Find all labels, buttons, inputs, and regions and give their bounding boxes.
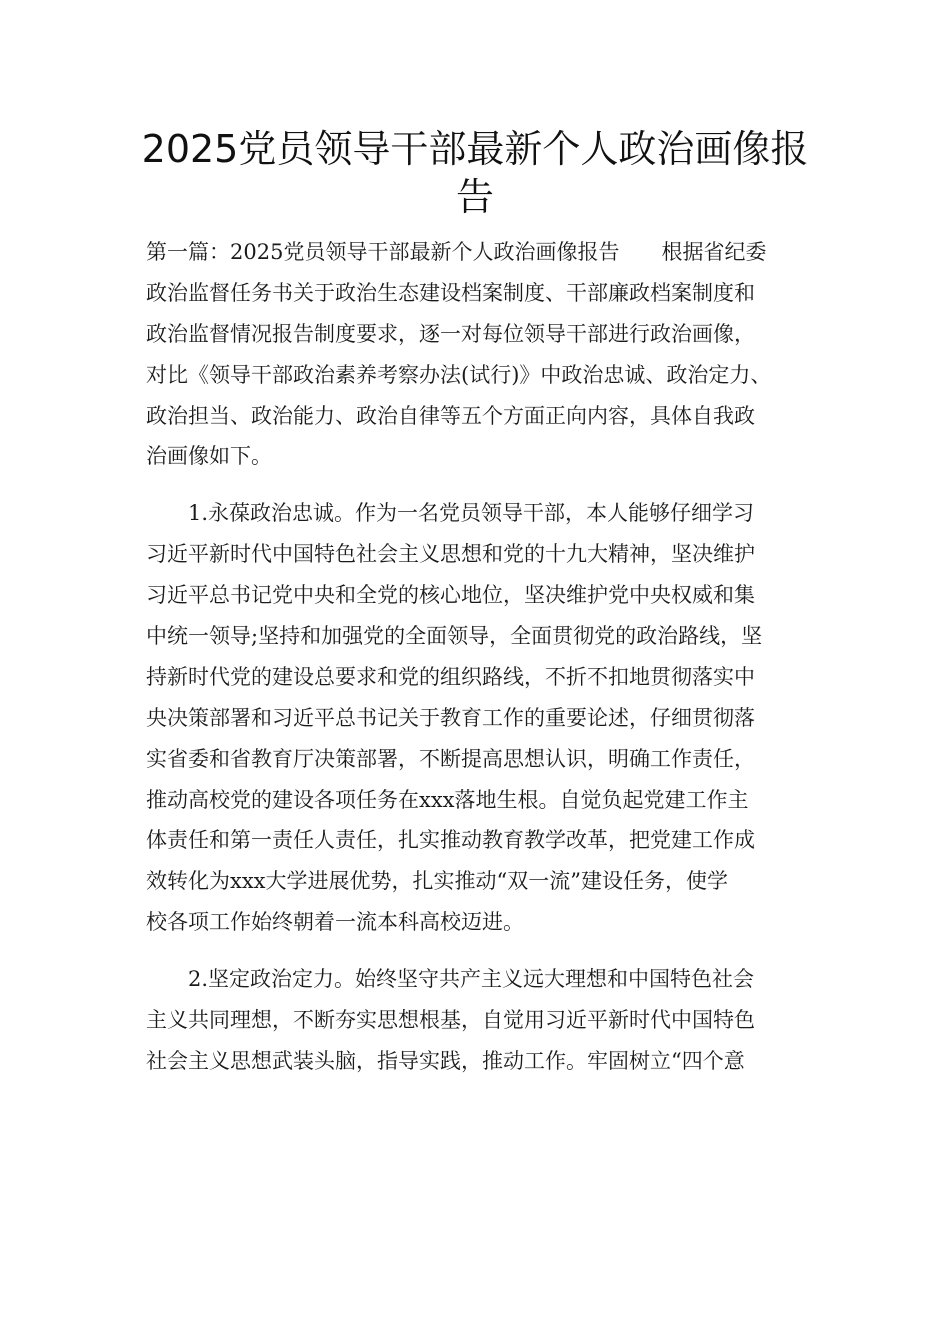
paragraph-1	[146, 493, 814, 943]
paragraph-2	[146, 959, 814, 1082]
text-line: 政治监督任务书关于政治生态建设档案制度、干部廉政档案制度和	[146, 280, 755, 305]
document-body	[146, 232, 814, 1082]
title-line: 2025党员领导干部最新个人政治画像报	[141, 127, 809, 171]
text-line: 第一篇：2025党员领导干部最新个人政治画像报告 根据省纪委	[146, 240, 767, 264]
text-line: 社会主义思想武装头脑，指导实践，推动工作。牢固树立“四个意	[146, 1048, 745, 1073]
text-line: 政治监督情况报告制度要求，逐一对每位领导干部进行政治画像，	[146, 321, 755, 346]
text-line: 持新时代党的建设总要求和党的组织路线，不折不扣地贯彻落实中	[146, 664, 755, 689]
document-title	[0, 125, 950, 221]
text-line: 校各项工作始终朝着一流本科高校迈进。	[146, 910, 524, 935]
text-line: 推动高校党的建设各项任务在xxx落地生根。自觉负起党建工作主	[146, 787, 749, 812]
text-line: 治画像如下。	[146, 444, 272, 469]
text-line: 效转化为xxx大学进展优势，扎实推动“双一流”建设任务，使学	[146, 869, 728, 894]
text-line: 对比《领导干部政治素养考察办法(试行)》中政治忠诚、政治定力、	[146, 362, 772, 387]
text-line: 习近平新时代中国特色社会主义思想和党的十九大精神，坚决维护	[146, 542, 755, 567]
text-line: 2.坚定政治定力。始终坚守共产主义远大理想和中国特色社会	[188, 967, 755, 992]
text-line: 体责任和第一责任人责任，扎实推动教育教学改革，把党建工作成	[146, 828, 755, 853]
title-line: 告	[455, 175, 494, 219]
text-line: 实省委和省教育厅决策部署，不断提高思想认识，明确工作责任，	[146, 746, 755, 771]
text-line: 央决策部署和习近平总书记关于教育工作的重要论述，仔细贯彻落	[146, 705, 755, 730]
text-line: 中统一领导;坚持和加强党的全面领导，全面贯彻党的政治路线，坚	[146, 624, 763, 649]
paragraph-intro	[146, 232, 814, 477]
text-line: 习近平总书记党中央和全党的核心地位，坚决维护党中央权威和集	[146, 583, 755, 608]
text-line: 1.永葆政治忠诚。作为一名党员领导干部，本人能够仔细学习	[188, 501, 755, 526]
text-line: 主义共同理想，不断夯实思想根基，自觉用习近平新时代中国特色	[146, 1008, 755, 1033]
text-line: 政治担当、政治能力、政治自律等五个方面正向内容，具体自我政	[146, 403, 755, 428]
